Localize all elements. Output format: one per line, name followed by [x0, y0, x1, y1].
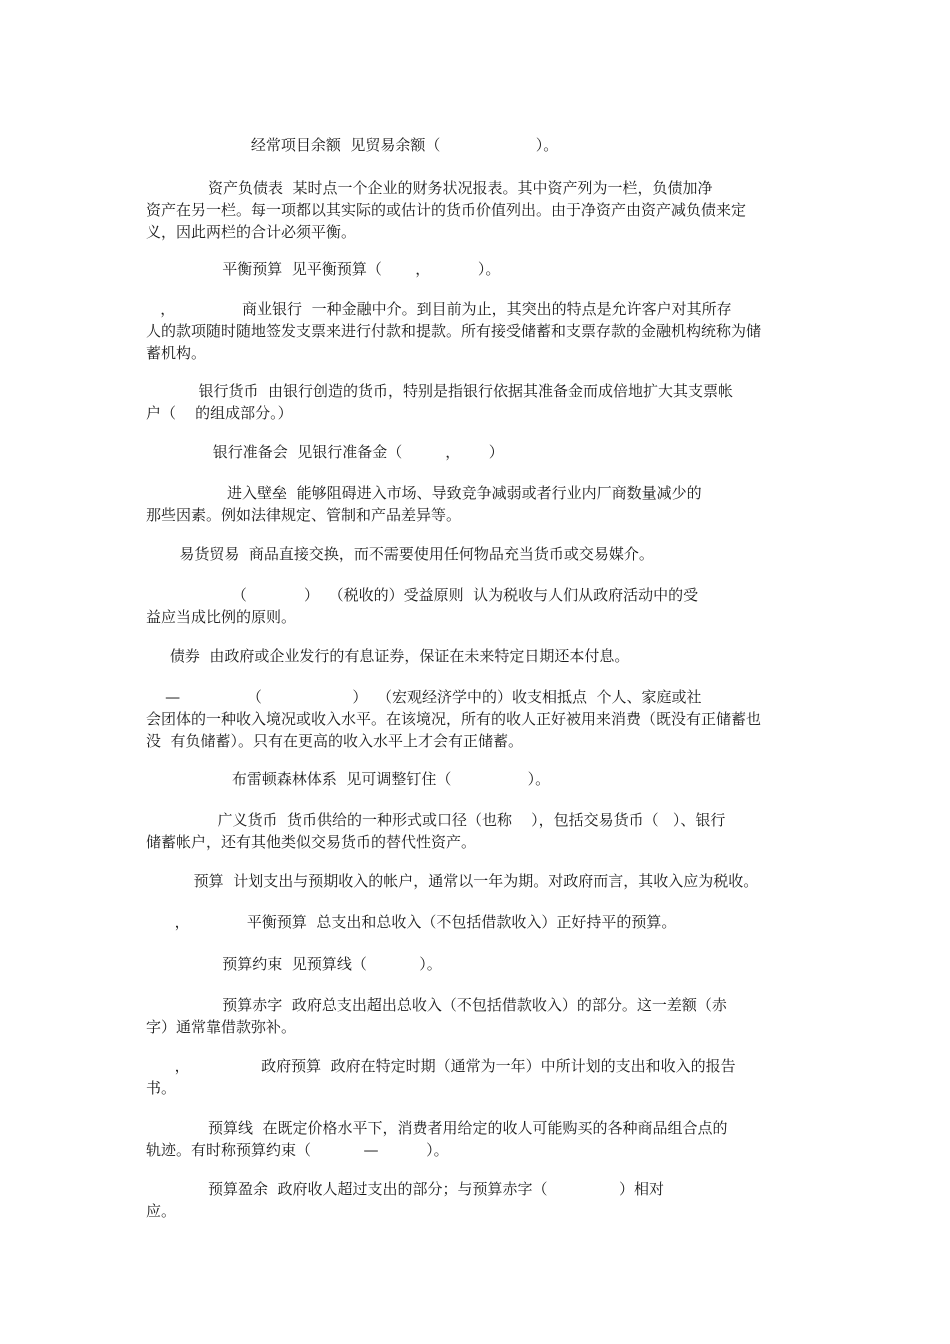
- entry-line: 书。: [146, 1079, 177, 1097]
- entry-line: 资产负债表 某时点一个企业的财务状况报表。其中资产列为一栏，负债加净: [146, 179, 713, 197]
- entry-line: — （ ） （宏观经济学中的）收支相抵点 个人、家庭或社: [146, 688, 702, 706]
- glossary-entry: [146, 645, 806, 667]
- glossary-entry: [146, 768, 806, 790]
- glossary-entry: [146, 177, 806, 243]
- entry-line: 预算 计划支出与预期收入的帐户，通常以一年为期。对政府而言，其收入应为税收。: [146, 872, 759, 890]
- glossary-entry: [146, 953, 806, 975]
- entry-line: 经常项目余额 见贸易余额（ ）。: [146, 136, 559, 154]
- glossary-entry: [146, 911, 806, 933]
- entry-line: 应。: [146, 1202, 177, 1220]
- entry-line: 进入壁垒 能够阻碍进入市场、导致竞争减弱或者行业内厂商数量减少的: [146, 484, 702, 502]
- glossary-entry: [146, 543, 806, 565]
- entry-line: 易货贸易 商品直接交换，而不需要使用任何物品充当货币或交易媒介。: [146, 545, 654, 563]
- glossary-entry: [146, 994, 806, 1038]
- entry-line: 资产在另一栏。每一项都以其实际的或估计的货币价值列出。由于净资产由资产减负债来定: [146, 201, 747, 219]
- entry-line: 平衡预算 见平衡预算（ ， ）。: [146, 260, 501, 278]
- glossary-entry: [146, 1117, 806, 1161]
- entry-line: 蓄机构。: [146, 344, 207, 362]
- entry-line: 预算约束 见预算线（ ）。: [146, 955, 442, 973]
- glossary-entry: [146, 298, 806, 364]
- entry-line: 布雷顿森林体系 见可调整钉住（ ）。: [146, 770, 551, 788]
- entry-line: 人的款项随时随地签发支票来进行付款和提款。所有接受储蓄和支票存款的金融机构统称为储: [146, 322, 762, 340]
- entry-line: ， 商业银行 一种金融中介。到目前为止，其突出的特点是允许客户对其所存: [146, 300, 732, 318]
- entry-line: 户（ 的组成部分。）: [146, 404, 293, 422]
- entry-line: 义，因此两栏的合计必须平衡。: [146, 223, 357, 241]
- entry-line: 轨迹。有时称预算约束（ — ）。: [146, 1141, 449, 1159]
- glossary-entry: [146, 809, 806, 853]
- glossary-entry: [146, 1178, 806, 1222]
- entry-line: 益应当成比例的原则。: [146, 608, 297, 626]
- glossary-entry: [146, 1055, 806, 1099]
- entry-line: 预算盈余 政府收人超过支出的部分；与预算赤字（ ）相对: [146, 1180, 665, 1198]
- glossary-entry: [146, 258, 806, 280]
- entry-line: ， 平衡预算 总支出和总收入（不包括借款收入）正好持平的预算。: [146, 913, 677, 931]
- entry-line: 银行准备会 见银行准备金（ ， ）: [146, 443, 504, 461]
- entry-line: 会团体的一种收入境况或收入水平。在该境况，所有的收人正好被用来消费（既没有正储蓄也: [146, 710, 762, 728]
- entry-line: ， 政府预算 政府在特定时期（通常为一年）中所计划的支出和收入的报告: [146, 1057, 736, 1075]
- glossary-entry: [146, 686, 806, 752]
- glossary-entry: [146, 870, 806, 892]
- glossary-entry: [146, 441, 806, 463]
- entry-line: 字）通常靠借款弥补。: [146, 1018, 297, 1036]
- entry-line: 银行货币 由银行创造的货币，特别是指银行依据其准备金而成倍地扩大其支票帐: [146, 382, 733, 400]
- glossary-entry: [146, 380, 806, 424]
- entry-line: 那些因素。例如法律规定、管制和产品差异等。: [146, 506, 462, 524]
- entry-line: 预算线 在既定价格水平下，消费者用给定的收人可能购买的各种商品组合点的: [146, 1119, 728, 1137]
- glossary-entry: [146, 482, 806, 526]
- entry-line: 预算赤字 政府总支出超出总收入（不包括借款收入）的部分。这一差额（赤: [146, 996, 727, 1014]
- entry-line: 没 有负储蓄）。只有在更高的收入水平上才会有正储蓄。: [146, 732, 524, 750]
- glossary-entry: [146, 584, 806, 628]
- entry-line: 广义货币 货币供给的一种形式或口径（也称 ），包括交易货币（ ）、银行: [146, 811, 726, 829]
- entry-line: （ ） （税收的）受益原则 认为税收与人们从政府活动中的受: [146, 586, 699, 604]
- glossary-entry: [146, 134, 806, 156]
- entry-line: 储蓄帐户，还有其他类似交易货币的替代性资产。: [146, 833, 477, 851]
- entry-line: 债券 由政府或企业发行的有息证券，保证在未来特定日期还本付息。: [146, 647, 630, 665]
